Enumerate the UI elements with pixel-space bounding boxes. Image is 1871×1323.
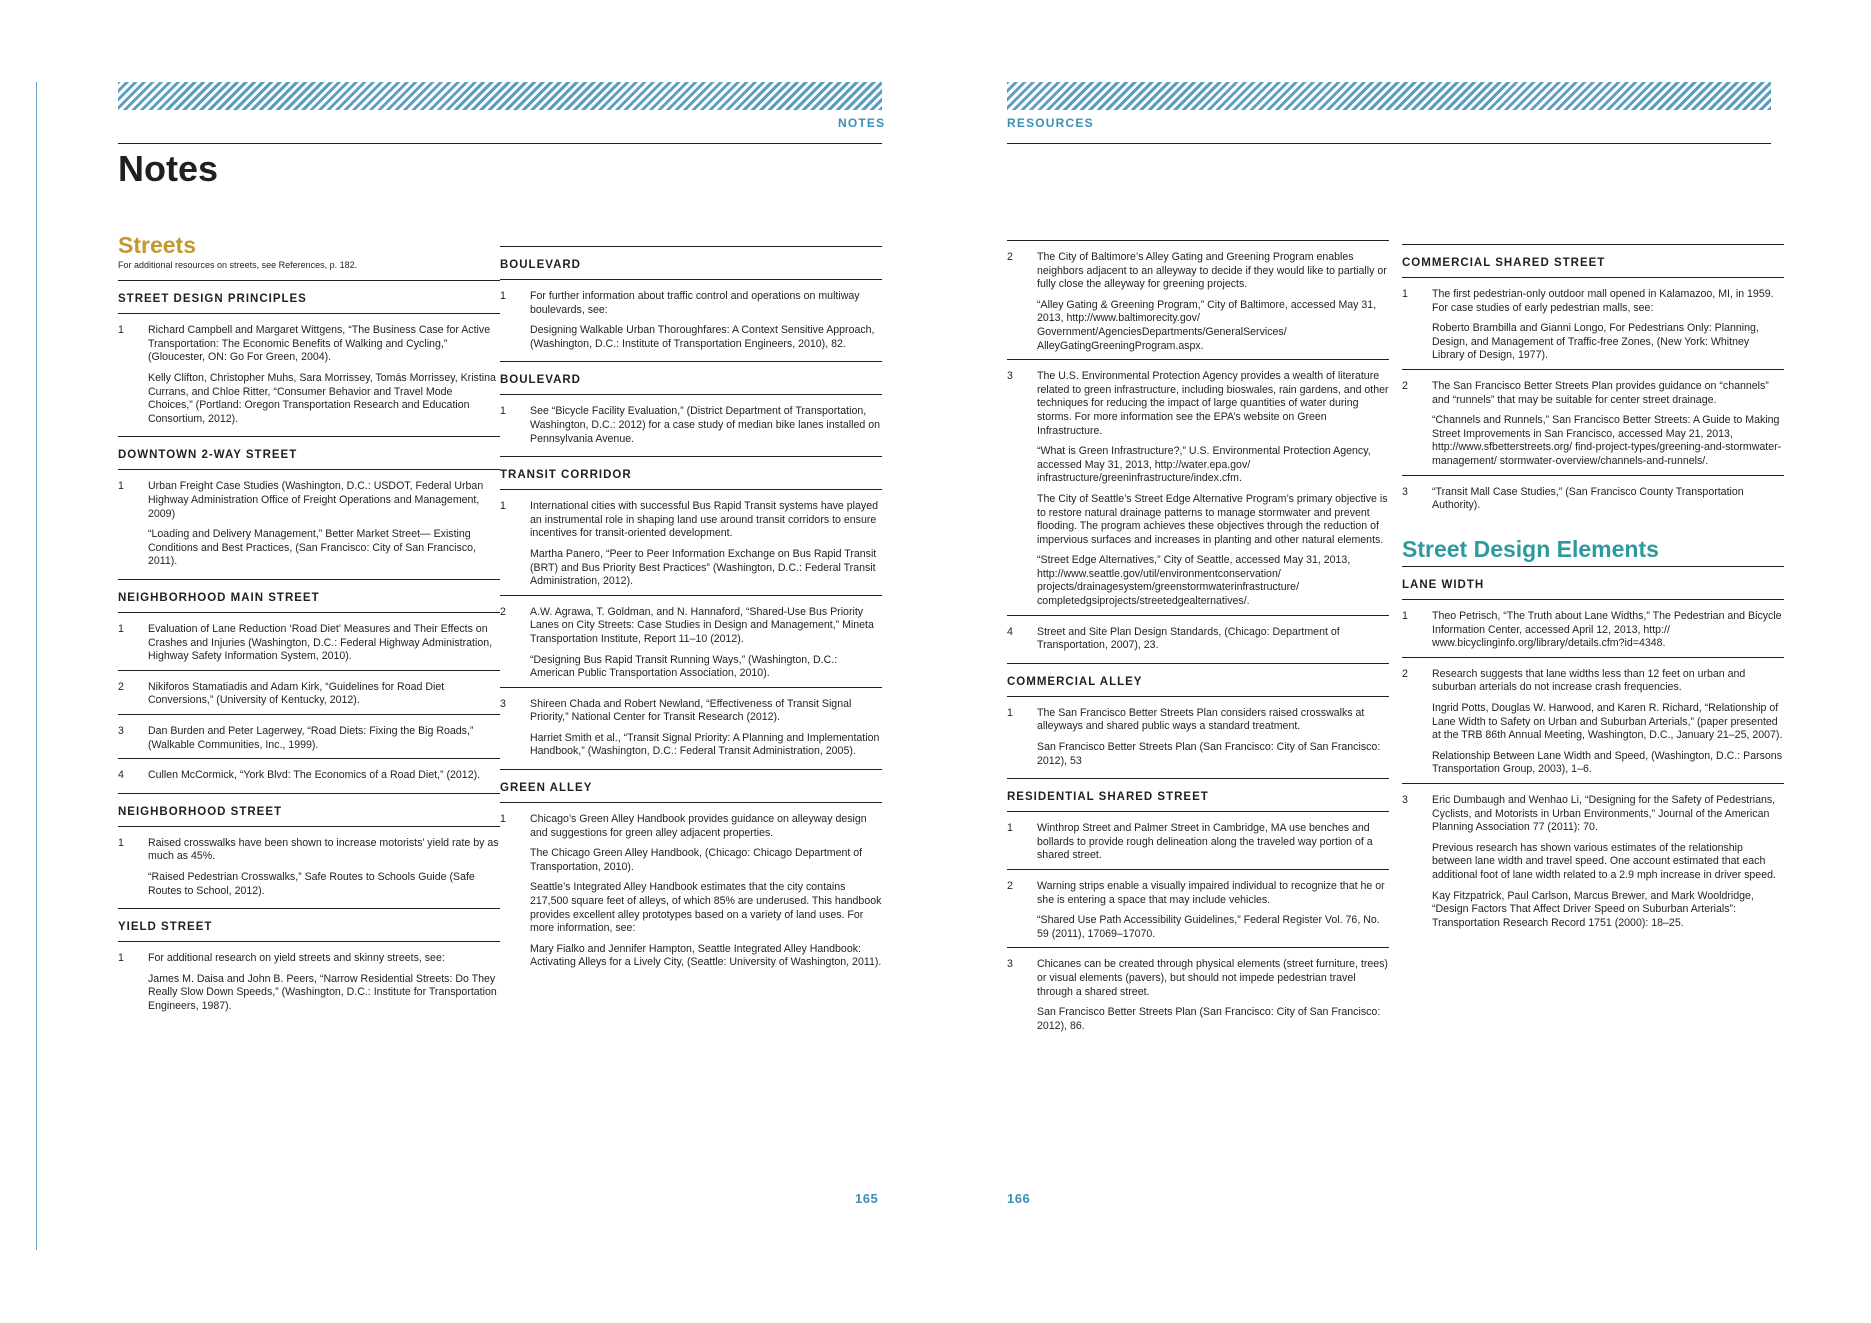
note-paragraph: Mary Fialko and Jennifer Hampton, Seattle Integrated Alley Handbook: Activating Alleys for a Lively City, (Seattle: University of Washington, 2011). xyxy=(530,942,882,969)
note-paragraph: Relationship Between Lane Width and Speed, (Washington, D.C.: Parsons Transportation Group, 2003), 1–6. xyxy=(1432,749,1782,776)
note-paragraph: Chicago’s Green Alley Handbook provides guidance on alleyway design and suggestions for green alley adjacent properties. xyxy=(530,813,867,839)
note-entry xyxy=(1007,948,1389,1039)
subhead: NEIGHBORHOOD STREET xyxy=(118,793,500,827)
subhead: NEIGHBORHOOD MAIN STREET xyxy=(118,579,500,613)
note-body xyxy=(148,725,500,752)
note-paragraph: Nikiforos Stamatiadis and Adam Kirk, “Guidelines for Road Diet Conversions,” (University of Kentucky, 2012). xyxy=(148,680,445,707)
note-paragraph: Chicanes can be created through physical elements (street furniture, trees) or visual elements (pavers), but should not impede pedestrian travel through a shared street. xyxy=(1037,958,1388,998)
note-number: 1 xyxy=(118,324,124,337)
note-number: 1 xyxy=(118,952,124,965)
note-paragraph: “What is Green Infrastructure?,” U.S. Environmental Protection Agency, accessed May 31, 2013, http://water.epa.gov/ infrastructure/greeninfrastructure/index.cfm. xyxy=(1037,445,1371,485)
note-entry xyxy=(1007,812,1389,870)
note-paragraph: The City of Seattle’s Street Edge Alternative Program’s primary objective is to restore natural drainage patterns to manage stormwater and prevent flooding. The program achieves these objectives through the reduction of impervious surfaces and increases in planting and other natural elements. xyxy=(1037,492,1388,546)
header-hatch-right xyxy=(1007,82,1771,110)
header-rule-left xyxy=(118,143,882,144)
note-paragraph: Kay Fitzpatrick, Paul Carlson, Marcus Brewer, and Mark Wooldridge, “Design Factors That Affect Driver Speed on Suburban Arterials”: Transportation Research Record 1751 (2000): 18–25. xyxy=(1432,889,1754,929)
note-entry xyxy=(500,688,882,765)
section-title-street-design-elements: Street Design Elements xyxy=(1402,535,1659,562)
note-number: 1 xyxy=(1402,610,1408,623)
note-entry xyxy=(118,827,500,904)
note-paragraph: Dan Burden and Peter Lagerwey, “Road Diets: Fixing the Big Roads,” (Walkable Communities, Inc., 1999). xyxy=(148,724,474,751)
note-paragraph: Cullen McCormick, “York Blvd: The Economics of a Road Diet,” (2012). xyxy=(148,769,481,782)
note-body xyxy=(530,606,882,681)
note-paragraph: The U.S. Environmental Protection Agency provides a wealth of literature related to green infrastructure, including bioswales, rain gardens, and other techniques for reducing the impact of large quantities of water during storms. For more information see the EPA’s website on Green Infrastructure. xyxy=(1037,370,1389,437)
subhead: STREET DESIGN PRINCIPLES xyxy=(118,280,500,314)
header-hatch-left xyxy=(118,82,882,110)
note-entry xyxy=(1402,476,1784,519)
note-paragraph: The San Francisco Better Streets Plan considers raised crosswalks at alleyways and shared public ways a standard treatment. xyxy=(1037,706,1365,733)
note-body xyxy=(148,681,500,708)
note-paragraph: Shireen Chada and Robert Newland, “Effectiveness of Transit Signal Priority,” National Center for Transit Research (2012). xyxy=(530,697,852,724)
running-head-left: NOTES xyxy=(838,116,886,130)
subhead: RESIDENTIAL SHARED STREET xyxy=(1007,778,1389,812)
left-col-1 xyxy=(118,233,500,1020)
note-body xyxy=(1432,486,1784,513)
note-paragraph: For further information about traffic control and operations on multiway boulevards, see: xyxy=(530,290,860,316)
note-body xyxy=(148,769,500,783)
note-entry xyxy=(500,490,882,596)
note-group xyxy=(500,456,882,765)
note-paragraph: A.W. Agrawa, T. Goldman, and N. Hannaford, “Shared-Use Bus Priority Lanes on City Streets: Case Studies in Design and Management,” Mineta Transportation Institute, Report 11–10 (2012). xyxy=(530,605,874,645)
left-col-2 xyxy=(500,242,882,976)
note-entry xyxy=(1007,241,1389,360)
note-body xyxy=(1037,251,1389,353)
subhead: BOULEVARD xyxy=(500,361,882,395)
subhead: BOULEVARD xyxy=(500,246,882,280)
note-paragraph: “Loading and Delivery Management,” Better Market Street— Existing Conditions and Best Practices, (San Francisco: City of San Francisco, 2011). xyxy=(148,528,476,568)
page-number-left: 165 xyxy=(855,1191,879,1206)
note-entry xyxy=(1007,360,1389,616)
note-entry xyxy=(118,470,500,575)
note-body xyxy=(148,480,500,569)
page-number-right: 166 xyxy=(1007,1191,1031,1206)
section-title-streets: Streets xyxy=(118,232,196,258)
note-number: 3 xyxy=(500,697,506,710)
note-number: 1 xyxy=(118,623,124,636)
note-body xyxy=(148,324,500,426)
note-entry xyxy=(1402,784,1784,936)
subhead: LANE WIDTH xyxy=(1402,566,1784,600)
note-paragraph: Winthrop Street and Palmer Street in Cambridge, MA use benches and bollards to provide rough delineation along the traveled way portion of a shared street. xyxy=(1037,822,1373,862)
notes-list xyxy=(1402,566,1784,936)
note-number: 1 xyxy=(1402,288,1408,300)
note-body xyxy=(1432,794,1784,930)
note-paragraph: “Street Edge Alternatives,” City of Seattle, accessed May 31, 2013, http://www.seattle.gov/util/environmentconservation/ projects/drainagesystem/greenstormwaterinfrastructure/ completedgsiprojects/streetedgealternatives/. xyxy=(1037,554,1351,608)
note-body xyxy=(1432,288,1784,363)
note-paragraph: Urban Freight Case Studies (Washington, D.C.: USDOT, Federal Urban Highway Administration Office of Freight Operations and Management, 2009) xyxy=(148,480,484,520)
note-entry xyxy=(118,613,500,671)
note-body xyxy=(1432,380,1784,469)
note-number: 3 xyxy=(1007,370,1013,383)
subhead: GREEN ALLEY xyxy=(500,769,882,803)
note-paragraph: The first pedestrian-only outdoor mall opened in Kalamazoo, MI, in 1959. For case studies of early pedestrian malls, see: xyxy=(1432,288,1774,314)
note-paragraph: Raised crosswalks have been shown to increase motorists’ yield rate by as much as 45%. xyxy=(148,836,499,863)
note-group xyxy=(1402,244,1784,519)
note-entry xyxy=(118,671,500,715)
note-body xyxy=(530,698,882,759)
note-paragraph: The Chicago Green Alley Handbook, (Chicago: Chicago Department of Transportation, 2010). xyxy=(530,847,863,873)
note-group xyxy=(1007,240,1389,659)
note-number: 1 xyxy=(118,480,124,493)
note-entry xyxy=(1402,370,1784,476)
note-number: 1 xyxy=(500,405,506,418)
note-body xyxy=(1037,370,1389,609)
note-group xyxy=(118,908,500,1019)
note-group xyxy=(500,246,882,357)
note-paragraph: Martha Panero, “Peer to Peer Information Exchange on Bus Rapid Transit (BRT) and Bus Priority Best Practices” (Washington, D.C.: Federal Transit Administration, 2012). xyxy=(530,547,877,588)
note-number: 1 xyxy=(1007,706,1013,719)
note-body xyxy=(1037,626,1389,653)
note-group xyxy=(118,793,500,904)
note-group xyxy=(500,769,882,976)
running-head-right: RESOURCES xyxy=(1007,116,1094,130)
note-body xyxy=(1037,880,1389,941)
note-number: 3 xyxy=(1402,793,1408,806)
note-entry xyxy=(1007,616,1389,659)
note-body xyxy=(148,623,500,664)
note-number: 2 xyxy=(1007,880,1013,892)
note-entry xyxy=(118,759,500,789)
note-body xyxy=(530,290,882,351)
note-entry xyxy=(1007,697,1389,774)
note-group xyxy=(118,280,500,432)
note-number: 1 xyxy=(500,500,506,513)
note-paragraph: Previous research has shown various estimates of the relationship between lane width and travel speed. One account estimated that each additional foot of lane width related to a 2.9 mph increase in driver speed. xyxy=(1432,841,1776,881)
note-group xyxy=(118,436,500,575)
note-paragraph: Evaluation of Lane Reduction ‘Road Diet’ Measures and Their Effects on Crashes and Injuries (Washington, D.C.: Federal Highway Administration, Highway Safety Information System, 2010). xyxy=(148,623,493,663)
subhead: YIELD STREET xyxy=(118,908,500,942)
note-entry xyxy=(1007,870,1389,948)
note-number: 1 xyxy=(1007,822,1013,835)
page-title: Notes xyxy=(118,148,219,189)
note-paragraph: “Alley Gating & Greening Program,” City of Baltimore, accessed May 31, 2013, http://www.baltimorecity.gov/ Government/AgenciesDepartments/GeneralServices/ AlleyGatingGreeningProgram.aspx. xyxy=(1037,298,1377,352)
note-number: 4 xyxy=(118,769,124,782)
note-number: 2 xyxy=(500,605,506,618)
note-entry xyxy=(118,942,500,1019)
note-group xyxy=(1402,566,1784,936)
note-number: 1 xyxy=(500,290,506,302)
note-paragraph: “Designing Bus Rapid Transit Running Ways,” (Washington, D.C.: American Public Transportation Association, 2010). xyxy=(530,653,838,680)
note-entry xyxy=(500,596,882,688)
note-body xyxy=(1037,707,1389,768)
subhead: COMMERCIAL SHARED STREET xyxy=(1402,244,1784,278)
note-paragraph: Warning strips enable a visually impaired individual to recognize that he or she is entering a space that may include vehicles. xyxy=(1037,880,1385,906)
notes-list xyxy=(500,246,882,976)
note-number: 2 xyxy=(118,680,124,693)
note-group xyxy=(1007,778,1389,1039)
section-note: For additional resources on streets, see References, p. 182. xyxy=(118,260,358,271)
note-group xyxy=(118,579,500,789)
note-entry xyxy=(500,395,882,452)
note-paragraph: San Francisco Better Streets Plan (San Francisco: City of San Francisco: 2012), 53 xyxy=(1037,741,1381,767)
note-number: 1 xyxy=(118,836,124,849)
right-col-2 xyxy=(1402,240,1784,936)
note-paragraph: James M. Daisa and John B. Peers, “Narrow Residential Streets: Do They Really Slow Down Speeds,” (Washington, D.C.: Institute for Transportation Engineers, 1987). xyxy=(148,972,497,1012)
note-body xyxy=(1037,958,1389,1033)
note-paragraph: Eric Dumbaugh and Wenhao Li, “Designing for the Safety of Pedestrians, Cyclists, and Motorists in Urban Environments,” Journal of the American Planning Association 77 (2011): 70. xyxy=(1432,793,1776,834)
note-entry xyxy=(1402,658,1784,784)
note-paragraph: For additional research on yield streets and skinny streets, see: xyxy=(148,952,445,965)
note-paragraph: “Transit Mall Case Studies,” (San Francisco County Transportation Authority). xyxy=(1432,485,1744,512)
note-number: 4 xyxy=(1007,625,1013,638)
note-entry xyxy=(1402,600,1784,658)
note-body xyxy=(530,405,882,446)
note-paragraph: Theo Petrisch, “The Truth about Lane Widths,” The Pedestrian and Bicycle Information Center, accessed April 12, 2013, http:// www.bicyclinginfo.org/library/details.cfm?id=4348. xyxy=(1432,610,1782,650)
note-paragraph: The San Francisco Better Streets Plan provides guidance on “channels” and “runnels” that may be suitable for center street drainage. xyxy=(1432,379,1769,406)
note-paragraph: Designing Walkable Urban Thoroughfares: A Context Sensitive Approach, (Washington, D.C.: Institute of Transportation Engineers, 2010), 82. xyxy=(530,324,875,350)
note-group xyxy=(1007,663,1389,774)
note-paragraph: The City of Baltimore’s Alley Gating and Greening Program enables neighbors adjacent to an alleyway to decide if they would like to partially or fully close the alleyway for greening projects. xyxy=(1037,251,1387,291)
note-paragraph: International cities with successful Bus Rapid Transit systems have played an instrumental role in shaping land use around transit corridors to ensure incentives for transit-oriented development. xyxy=(530,500,878,540)
header-rule-right xyxy=(1007,143,1771,144)
note-body xyxy=(530,500,882,589)
note-entry xyxy=(118,715,500,759)
note-entry xyxy=(500,803,882,976)
note-body xyxy=(148,837,500,898)
note-paragraph: Kelly Clifton, Christopher Muhs, Sara Morrissey, Tomás Morrissey, Kristina Currans, and Chloe Ritter, “Consumer Behavior and Travel Mode Choices,” (Portland: Oregon Transportation Research and Education Consortium, 2012). xyxy=(148,372,496,425)
subhead: COMMERCIAL ALLEY xyxy=(1007,663,1389,697)
note-number: 2 xyxy=(1402,667,1408,680)
note-paragraph: Street and Site Plan Design Standards, (Chicago: Department of Transportation, 2007), 23. xyxy=(1037,625,1340,652)
notes-list xyxy=(118,280,500,1019)
note-paragraph: Seattle’s Integrated Alley Handbook estimates that the city contains 217,500 square feet of alleys, of which 85% are underused. This handbook provides excellent alley prototypes based on a variety of land uses. For more information, see: xyxy=(530,881,882,935)
note-number: 3 xyxy=(1007,958,1013,971)
note-paragraph: “Shared Use Path Accessibility Guidelines,” Federal Register Vol. 76, No. 59 (2011), 17069–17070. xyxy=(1037,914,1380,940)
note-paragraph: Research suggests that lane widths less than 12 feet on urban and suburban arterials do not increase crash frequencies. xyxy=(1432,667,1746,694)
note-paragraph: See “Bicycle Facility Evaluation,” (District Department of Transportation, Washington, D.C.: 2012) for a case study of median bike lanes installed on Pennsylvania Avenue. xyxy=(530,405,880,445)
note-entry xyxy=(1402,278,1784,370)
notes-list xyxy=(1007,240,1389,1039)
note-paragraph: Harriet Smith et al., “Transit Signal Priority: A Planning and Implementation Handbook,” (Washington, D.C.: Federal Transit Administration, 2005). xyxy=(530,731,880,758)
note-number: 3 xyxy=(1402,485,1408,498)
note-paragraph: “Channels and Runnels,” San Francisco Better Streets: A Guide to Making Street Improvements in San Francisco, accessed May 21, 2013, http://www.sfbetterstreets.org/ find-project-types/greening-and-stormwater-management/ stormwater-overview/channels-and-runnels/. xyxy=(1432,414,1782,467)
note-group xyxy=(500,361,882,452)
binding-edge-line xyxy=(36,82,37,1250)
subhead: TRANSIT CORRIDOR xyxy=(500,456,882,490)
notes-list xyxy=(1402,244,1784,519)
right-col-1 xyxy=(1007,240,1389,1039)
note-entry xyxy=(118,314,500,432)
note-number: 1 xyxy=(500,813,506,826)
subhead: DOWNTOWN 2-WAY STREET xyxy=(118,436,500,470)
note-body xyxy=(1432,610,1784,651)
note-number: 3 xyxy=(118,724,124,737)
note-number: 2 xyxy=(1007,251,1013,263)
note-number: 2 xyxy=(1402,379,1408,392)
note-entry xyxy=(500,280,882,357)
note-body xyxy=(148,952,500,1013)
note-body xyxy=(1037,822,1389,863)
note-paragraph: Roberto Brambilla and Gianni Longo, For Pedestrians Only: Planning, Design, and Management of Traffic-free Zones, (New York: Whitney Library of Design, 1977). xyxy=(1432,322,1759,362)
note-paragraph: Ingrid Potts, Douglas W. Harwood, and Karen R. Richard, “Relationship of Lane Width to Safety on Urban and Suburban Arterials,” (paper presented at the TRB 86th Annual Meeting, Washington, D.C., January 21–25, 2007). xyxy=(1432,701,1783,742)
note-paragraph: “Raised Pedestrian Crosswalks,” Safe Routes to Schools Guide (Safe Routes to School, 2012). xyxy=(148,870,475,897)
note-paragraph: Richard Campbell and Margaret Wittgens, “The Business Case for Active Transportation: The Economic Benefits of Walking and Cycling,” (Gloucester, ON: Go For Green, 2004). xyxy=(148,324,491,364)
note-body xyxy=(530,813,882,970)
note-paragraph: San Francisco Better Streets Plan (San Francisco: City of San Francisco: 2012), 86. xyxy=(1037,1006,1381,1032)
note-body xyxy=(1432,668,1784,777)
